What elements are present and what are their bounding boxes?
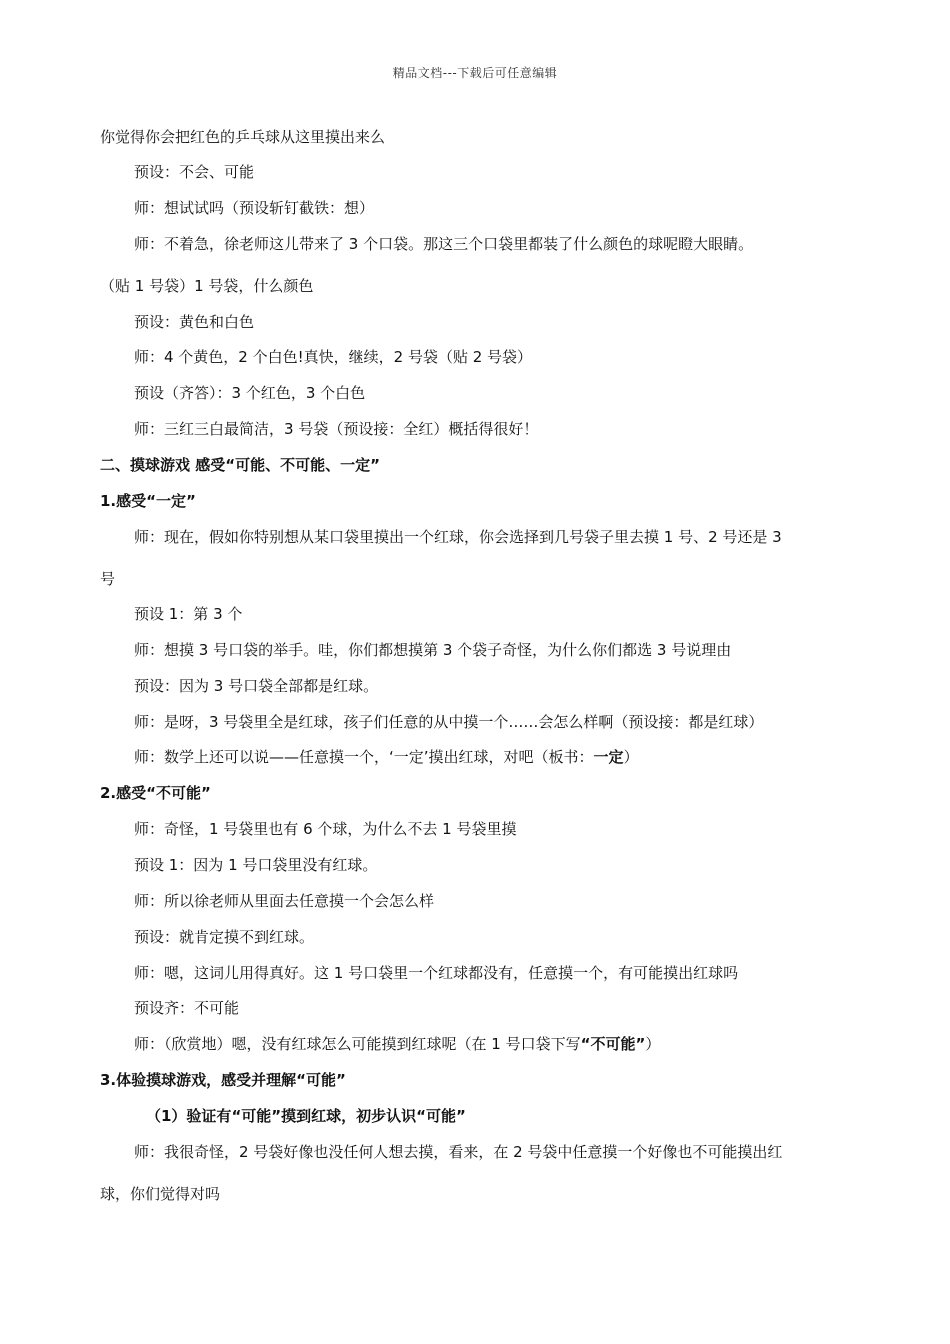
text-line: 师：嗯，这词儿用得真好。这 1 号口袋里一个红球都没有，任意摸一个，有可能摸出红球吗 <box>134 964 739 982</box>
text-line: 师：想试试吗（预设斩钉截铁：想） <box>134 199 375 217</box>
text-line: 预设（齐答）：3 个红色，3 个白色 <box>134 384 366 402</box>
text-line: 师：所以徐老师从里面去任意摸一个会怎么样 <box>134 892 435 910</box>
text-segment: ） <box>623 748 639 766</box>
text-line: 师：奇怪，1 号袋里也有 6 个球，为什么不去 1 号袋里摸 <box>134 820 517 838</box>
text-line: （贴 1 号袋）1 号袋，什么颜色 <box>100 277 314 295</box>
text-line: 球，你们觉得对吗 <box>100 1185 221 1203</box>
text-line: 预设：就肯定摸不到红球。 <box>134 928 315 946</box>
text-line: 师：是呀，3 号袋里全是红球，孩子们任意的从中摸一个……会怎么样啊（预设接：都是红球） <box>134 713 764 731</box>
text-segment: 师：（欣赏地）嗯，没有红球怎么可能摸到红球呢（在 1 号口袋下写 <box>134 1035 581 1053</box>
text-line: 师：想摸 3 号口袋的举手。哇，你们都想摸第 3 个袋子奇怪，为什么你们都选 3 号说理由 <box>134 641 732 659</box>
subsection-heading: 3.体验摸球游戏，感受并理解“可能” <box>100 1071 346 1089</box>
text-line: 你觉得你会把红色的乒乓球从这里摸出来么 <box>100 128 386 146</box>
text-line: 预设：黄色和白色 <box>134 313 255 331</box>
text-segment: ） <box>645 1035 661 1053</box>
text-line: 师：我很奇怪，2 号袋好像也没任何人想去摸，看来，在 2 号袋中任意摸一个好像也不可能摸出红 <box>134 1143 783 1161</box>
text-line: 师：现在，假如你特别想从某口袋里摸出一个红球，你会选择到几号袋子里去摸 1 号、2 号还是 3 <box>134 528 782 546</box>
text-line: 师：不着急，徐老师这儿带来了 3 个口袋。那这三个口袋里都装了什么颜色的球呢瞪大眼睛。 <box>134 235 754 253</box>
text-line: 师：三红三白最简洁，3 号袋（预设接：全红）概括得很好！ <box>134 420 539 438</box>
text-line: 预设 1：第 3 个 <box>134 605 243 623</box>
emphasis-text: “不可能” <box>580 1035 646 1053</box>
text-line: 预设齐：不可能 <box>134 999 240 1017</box>
text-line: 预设 1：因为 1 号口袋里没有红球。 <box>134 856 378 874</box>
subsection-heading: 2.感受“不可能” <box>100 784 211 802</box>
text-line: 预设：因为 3 号口袋全部都是红球。 <box>134 677 379 695</box>
sub-subsection-heading: （1）验证有“可能”摸到红球，初步认识“可能” <box>146 1107 466 1125</box>
text-line <box>134 747 860 767</box>
text-segment: 师：数学上还可以说——任意摸一个，‘一定’摸出红球，对吧（板书： <box>134 748 594 766</box>
text-line: 预设：不会、可能 <box>134 163 255 181</box>
text-line: 师：4 个黄色，2 个白色!真快，继续，2 号袋（贴 2 号袋） <box>134 348 533 366</box>
emphasis-text: 一定 <box>593 748 624 766</box>
text-line <box>134 1034 860 1054</box>
subsection-heading: 1.感受“一定” <box>100 492 196 510</box>
section-heading: 二、摸球游戏 感受“可能、不可能、一定” <box>100 456 380 474</box>
page-header: 精品文档---下载后可任意编辑 <box>392 66 558 80</box>
text-line: 号 <box>100 570 116 588</box>
